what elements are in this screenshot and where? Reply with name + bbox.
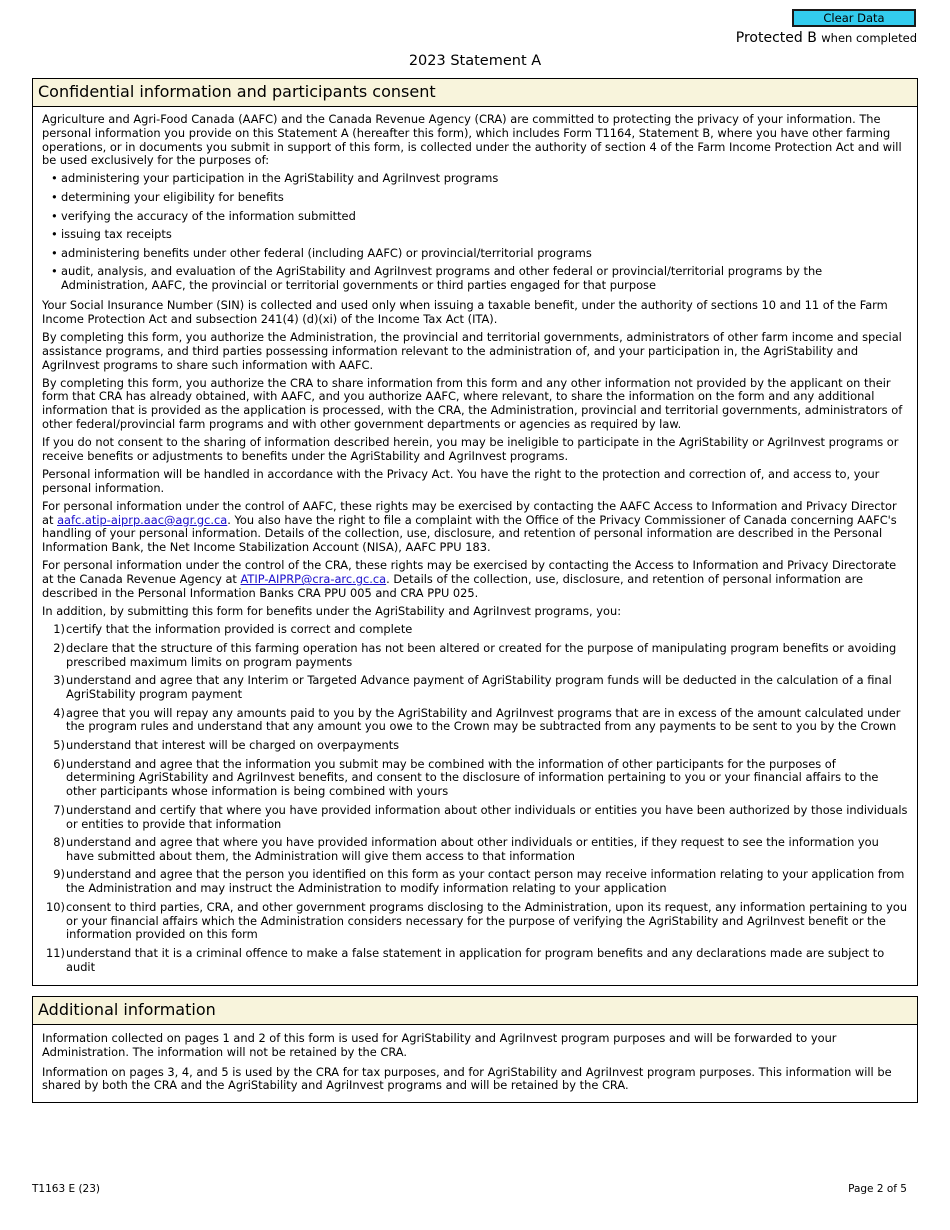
consent-section-body xyxy=(33,107,917,985)
declaration-item xyxy=(42,901,908,942)
declaration-item xyxy=(42,623,908,637)
additional-info-paragraph-1: Information collected on pages 1 and 2 of this form is used for AgriStability and AgriInvest program purposes and will be forwarded to your Administration. The information will not be retained by the CRA. xyxy=(42,1031,837,1059)
declaration-number: 3) xyxy=(53,673,65,688)
declaration-number: 9) xyxy=(53,867,65,882)
declaration-text: understand and agree that any Interim or Targeted Advance payment of AgriStability program funds will be deducted in the calculation of a final AgriStability program payment xyxy=(66,673,892,701)
protected-sub: when completed xyxy=(821,31,917,45)
form-code: T1163 E (23) xyxy=(32,1183,100,1195)
authorize-paragraph-1: By completing this form, you authorize the Administration, the provincial and territorial governments, administrators of other farm income and special assistance programs, and third parties possessing information relevant to the administration of, and your participation in, the AgriStability and AgriInvest programs to share such information with AAFC. xyxy=(42,329,902,372)
purpose-item: • determining your eligibility for benefits xyxy=(42,191,908,205)
intro-paragraph: Agriculture and Agri-Food Canada (AAFC) and the Canada Revenue Agency (CRA) are committed to protecting the privacy of your information. The personal information you provide on this Statement A (hereafter this form), which includes Form T1164, Statement B, where you have other farming operations, or in documents you submit in support of this form, is collected under the authority of section 4 of the Farm Income Protection Act and will be used exclusively for the purposes of: xyxy=(42,112,902,168)
declaration-text: understand and agree that the information you submit may be combined with the information of other participants for the purposes of determining AgriStability and AgriInvest benefits, and consent to the disclosure of information pertaining to you or your financial affairs to the other participants whose information is being combined with yours xyxy=(66,756,879,799)
additional-info-paragraph-2: Information on pages 3, 4, and 5 is used by the CRA for tax purposes, and for AgriStability and AgriInvest program purposes. This information will be shared by both the CRA and the AgriStability and AgriInvest programs and will be retained by the CRA. xyxy=(42,1064,892,1093)
declaration-text: understand that it is a criminal offence to make a false statement in application for program benefits and any declarations made are subject to audit xyxy=(66,946,885,974)
declaration-number: 4) xyxy=(53,705,65,720)
declaration-item xyxy=(42,707,908,735)
declaration-text: declare that the structure of this farming operation has not been altered or created for the purpose of manipulating program benefits or avoiding prescribed maximum limits on program payments xyxy=(66,640,897,669)
declaration-text: understand and agree that the person you identified on this form as your contact person may receive information relating to your application from the Administration and may instruct the Administration to modify information relating to your application xyxy=(66,867,905,896)
aafc-rights-text-end: . You also have the right to file a complaint with the Office of the Privacy Commissioner of Canada concerning AAFC's handling of your personal information. Details of the collection, use, disclosure, and retention of personal information are described in the Personal Information Bank, the Net Income Stabilization Account (NISA), AAFC PPU 183. xyxy=(42,512,897,555)
cra-email-link[interactable]: ATIP-AIPRP@cra-arc.gc.ca xyxy=(240,572,387,587)
cra-rights-text-end: . Details of the collection, use, disclosure, and retention of personal information are described in the Personal Information Banks CRA PPU 005 and CRA PPU 025. xyxy=(42,572,864,600)
consent-section-heading: Confidential information and participants consent xyxy=(33,79,917,107)
additional-info-section xyxy=(32,996,918,1103)
declaration-text: understand and agree that where you have provided information about other individuals or entities, if they request to see the information you have submitted about them, the Administration will give them access to that information xyxy=(66,835,879,863)
consent-section xyxy=(32,78,918,986)
additional-info-body xyxy=(33,1025,917,1102)
declaration-item xyxy=(42,868,908,896)
declaration-item xyxy=(42,836,908,864)
declaration-number: 8) xyxy=(53,835,65,850)
form-title: 2023 Statement A xyxy=(408,53,542,69)
purpose-item: • administering benefits under other federal (including AAFC) or provincial/territorial programs xyxy=(42,247,908,261)
purposes-list xyxy=(42,172,908,293)
declaration-text: understand and certify that where you have provided information about other individuals or entities you have been authorized by those individuals or entities to provide that information xyxy=(66,802,908,831)
declaration-item xyxy=(42,739,908,753)
declaration-item xyxy=(42,758,908,799)
declaration-number: 7) xyxy=(53,802,65,817)
declarations-list xyxy=(42,623,908,975)
protected-b-label xyxy=(736,30,917,46)
cra-rights-paragraph xyxy=(42,559,908,600)
declaration-text: certify that the information provided is correct and complete xyxy=(66,622,413,637)
aafc-rights-paragraph xyxy=(42,500,908,555)
no-consent-paragraph: If you do not consent to the sharing of information described herein, you may be ineligible to participate in the AgriStability or AgriInvest programs or receive benefits or adjustments to benefits under the AgriStability and AgriInvest programs. xyxy=(42,435,899,463)
addition-paragraph: In addition, by submitting this form for benefits under the AgriStability and AgriInvest programs, you: xyxy=(42,604,622,619)
declaration-item xyxy=(42,674,908,702)
declaration-number: 1) xyxy=(53,622,65,637)
purpose-item: • administering your participation in the AgriStability and AgriInvest programs xyxy=(42,172,908,186)
additional-info-heading: Additional information xyxy=(33,997,917,1025)
cra-rights-text-start: For personal information under the control of the CRA, these rights may be exercised by contacting the Access to Information and Privacy Directorate at the Canada Revenue Agency at xyxy=(42,558,897,587)
declaration-number: 2) xyxy=(53,640,65,655)
declaration-number: 5) xyxy=(53,737,65,752)
privacy-act-paragraph: Personal information will be handled in accordance with the Privacy Act. You have the right to the protection and correction of, and access to, your personal information. xyxy=(42,467,880,495)
purpose-item: • verifying the accuracy of the information submitted xyxy=(42,210,908,224)
declaration-text: consent to third parties, CRA, and other government programs disclosing to the Administration, upon its request, any information pertaining to you or your financial affairs which the Administration considers necessary for the purpose of verifying the AgriStability and AgriInvest benefit or the information provided on this form xyxy=(66,899,908,942)
declaration-text: understand that interest will be charged on overpayments xyxy=(66,737,400,752)
declaration-item xyxy=(42,947,908,975)
purpose-item: • issuing tax receipts xyxy=(42,228,908,242)
declaration-number: 11) xyxy=(46,946,65,961)
purpose-item: • audit, analysis, and evaluation of the AgriStability and AgriInvest programs and other federal or provincial/territorial programs by the Administration, AAFC, the provincial or territorial governments or third parties engaged for that purpose xyxy=(42,265,908,293)
declaration-item xyxy=(42,804,908,832)
aafc-email-link[interactable]: aafc.atip-aiprp.aac@agr.gc.ca xyxy=(57,512,228,527)
declaration-number: 6) xyxy=(53,756,65,771)
declaration-item xyxy=(42,642,908,670)
page-number: Page 2 of 5 xyxy=(848,1183,907,1195)
sin-paragraph: Your Social Insurance Number (SIN) is collected and used only when issuing a taxable benefit, under the authority of sections 10 and 11 of the Farm Income Protection Act and subsection 241(4) (d)(xi) of the Income Tax Act (ITA). xyxy=(42,298,888,326)
clear-data-button[interactable]: Clear Data xyxy=(792,9,916,27)
authorize-paragraph-2: By completing this form, you authorize the CRA to share information from this form and any other information not provided by the applicant on their form that CRA has already obtained, with AAFC, and you authorize AAFC, where relevant, to share the information on the form and any additional information that is provided as the application is processed, with the CRA, the Administration, provincial and territorial governments, administrators of other federal/provincial farm programs and with other government departments or agencies as required by law. xyxy=(42,375,903,432)
aafc-rights-text-start: For personal information under the control of AAFC, these rights may be exercised by contacting the AAFC Access to Information and Privacy Director at xyxy=(42,498,897,527)
protected-main: Protected B xyxy=(735,30,817,46)
declaration-text: agree that you will repay any amounts paid to you by the AgriStability and AgriInvest programs that are in excess of the amount calculated under the program rules and understand that any amount you owe to the Crown may be subtracted from any payments to be sent to you by the Crown xyxy=(66,705,901,734)
declaration-number: 10) xyxy=(46,899,65,914)
